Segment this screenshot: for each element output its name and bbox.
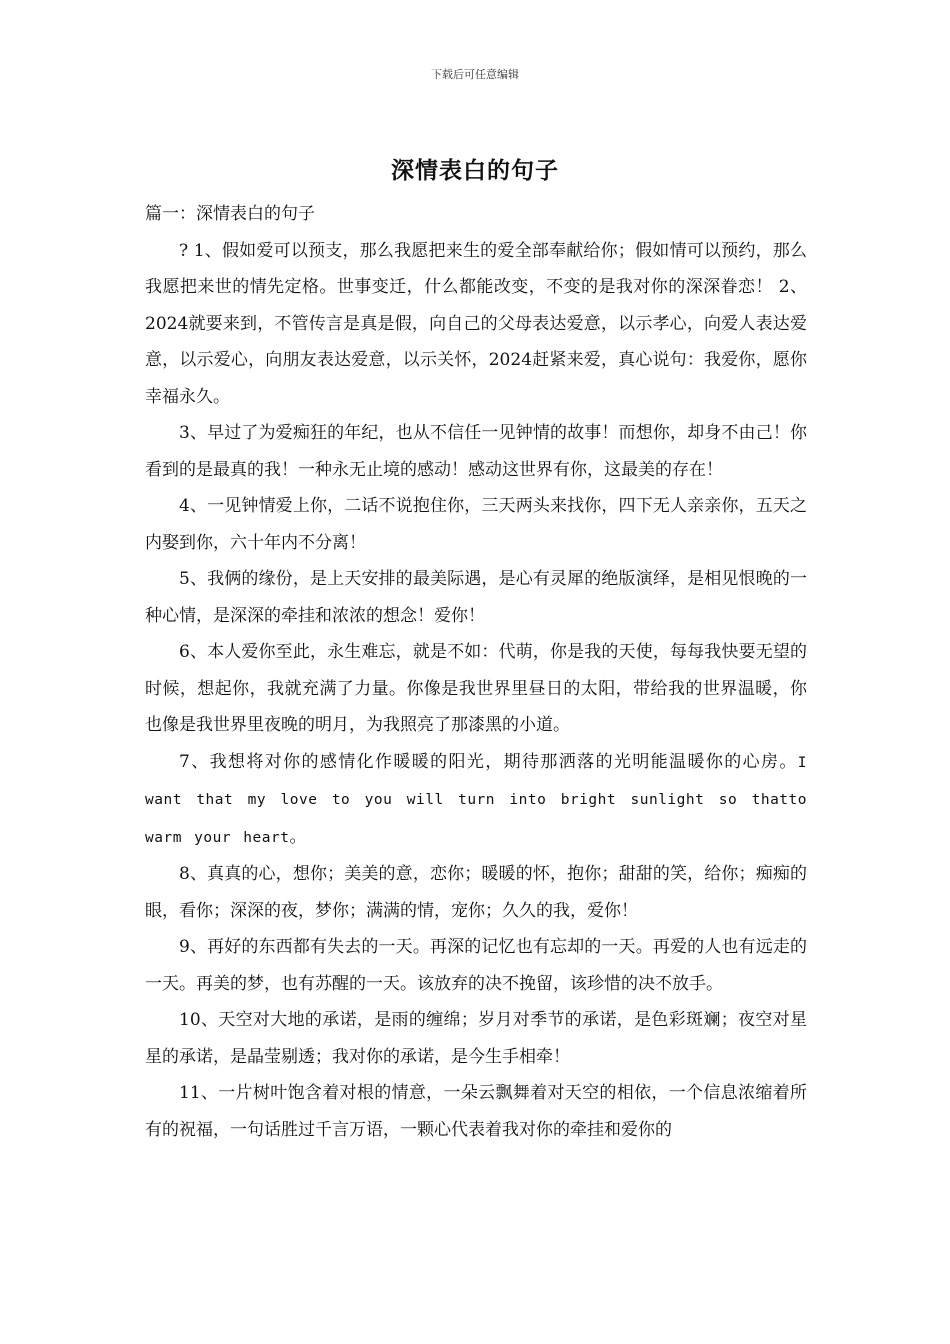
document-body [145,196,807,1148]
paragraph-7 [145,744,807,857]
paragraph-7-english: I want that my love to you will turn into bright sunlight so thatto warm your heart [145,754,807,846]
paragraph-6: 6、本人爱你至此，永生难忘，就是不如：代萌，你是我的天使，每每我快要无望的时候，想起你，我就充满了力量。你像是我世界里昼日的太阳，带给我的世界温暖，你也像是我世界里夜晚的明月，为我照亮了那漆黑的小道。 [145,642,807,735]
paragraph-7-end: 。 [289,826,307,847]
paragraph-9: 9、再好的东西都有失去的一天。再深的记忆也有忘却的一天。再爱的人也有远走的一天。再美的梦，也有苏醒的一天。该放弃的决不挽留，该珍惜的决不放手。 [145,937,807,994]
paragraph-11: 11、一片树叶饱含着对根的情意，一朵云飘舞着对天空的相依，一个信息浓缩着所有的祝福，一句话胜过千言万语，一颗心代表着我对你的牵挂和爱你的 [145,1083,807,1140]
paragraph-7-chinese: 7、我想将对你的感情化作暖暖的阳光，期待那洒落的光明能温暖你的心房。 [179,751,798,772]
paragraph-1-2: ? 1、假如爱可以预支，那么我愿把来生的爱全部奉献给你；假如情可以预约，那么我愿把来世的情先定格。世事变迁，什么都能改变，不变的是我对你的深深眷恋！ 2、2024就要来到，不管传言是真是假，向自己的父母表达爱意，以示孝心，向爱人表达爱意，以示爱心，向朋友表达爱意，以示关怀，2024赶紧来爱，真心说句：我爱你，愿你幸福永久。 [145,240,807,407]
paragraph-10: 10、天空对大地的承诺，是雨的缠绵；岁月对季节的承诺，是色彩斑斓；夜空对星星的承诺，是晶莹剔透；我对你的承诺，是今生手相牵！ [145,1010,807,1067]
header-note: 下载后可任意编辑 [431,68,519,81]
paragraph-4: 4、一见钟情爱上你，二话不说抱住你，三天两头来找你，四下无人亲亲你，五天之内娶到你，六十年内不分离！ [145,496,807,553]
section-heading: 篇一：深情表白的句子 [145,204,315,224]
paragraph-8: 8、真真的心，想你；美美的意，恋你；暖暖的怀，抱你；甜甜的笑，给你；痴痴的眼，看你；深深的夜，梦你；满满的情，宠你；久久的我，爱你！ [145,864,807,921]
paragraph-5: 5、我俩的缘份，是上天安排的最美际遇，是心有灵犀的绝版演绎，是相见恨晚的一种心情，是深深的牵挂和浓浓的想念！爱你！ [145,569,807,626]
document-title: 深情表白的句子 [391,157,559,184]
paragraph-3: 3、早过了为爱痴狂的年纪，也从不信任一见钟情的故事！而想你，却身不由己！你看到的是最真的我！一种永无止境的感动！感动这世界有你，这最美的存在！ [145,423,807,480]
